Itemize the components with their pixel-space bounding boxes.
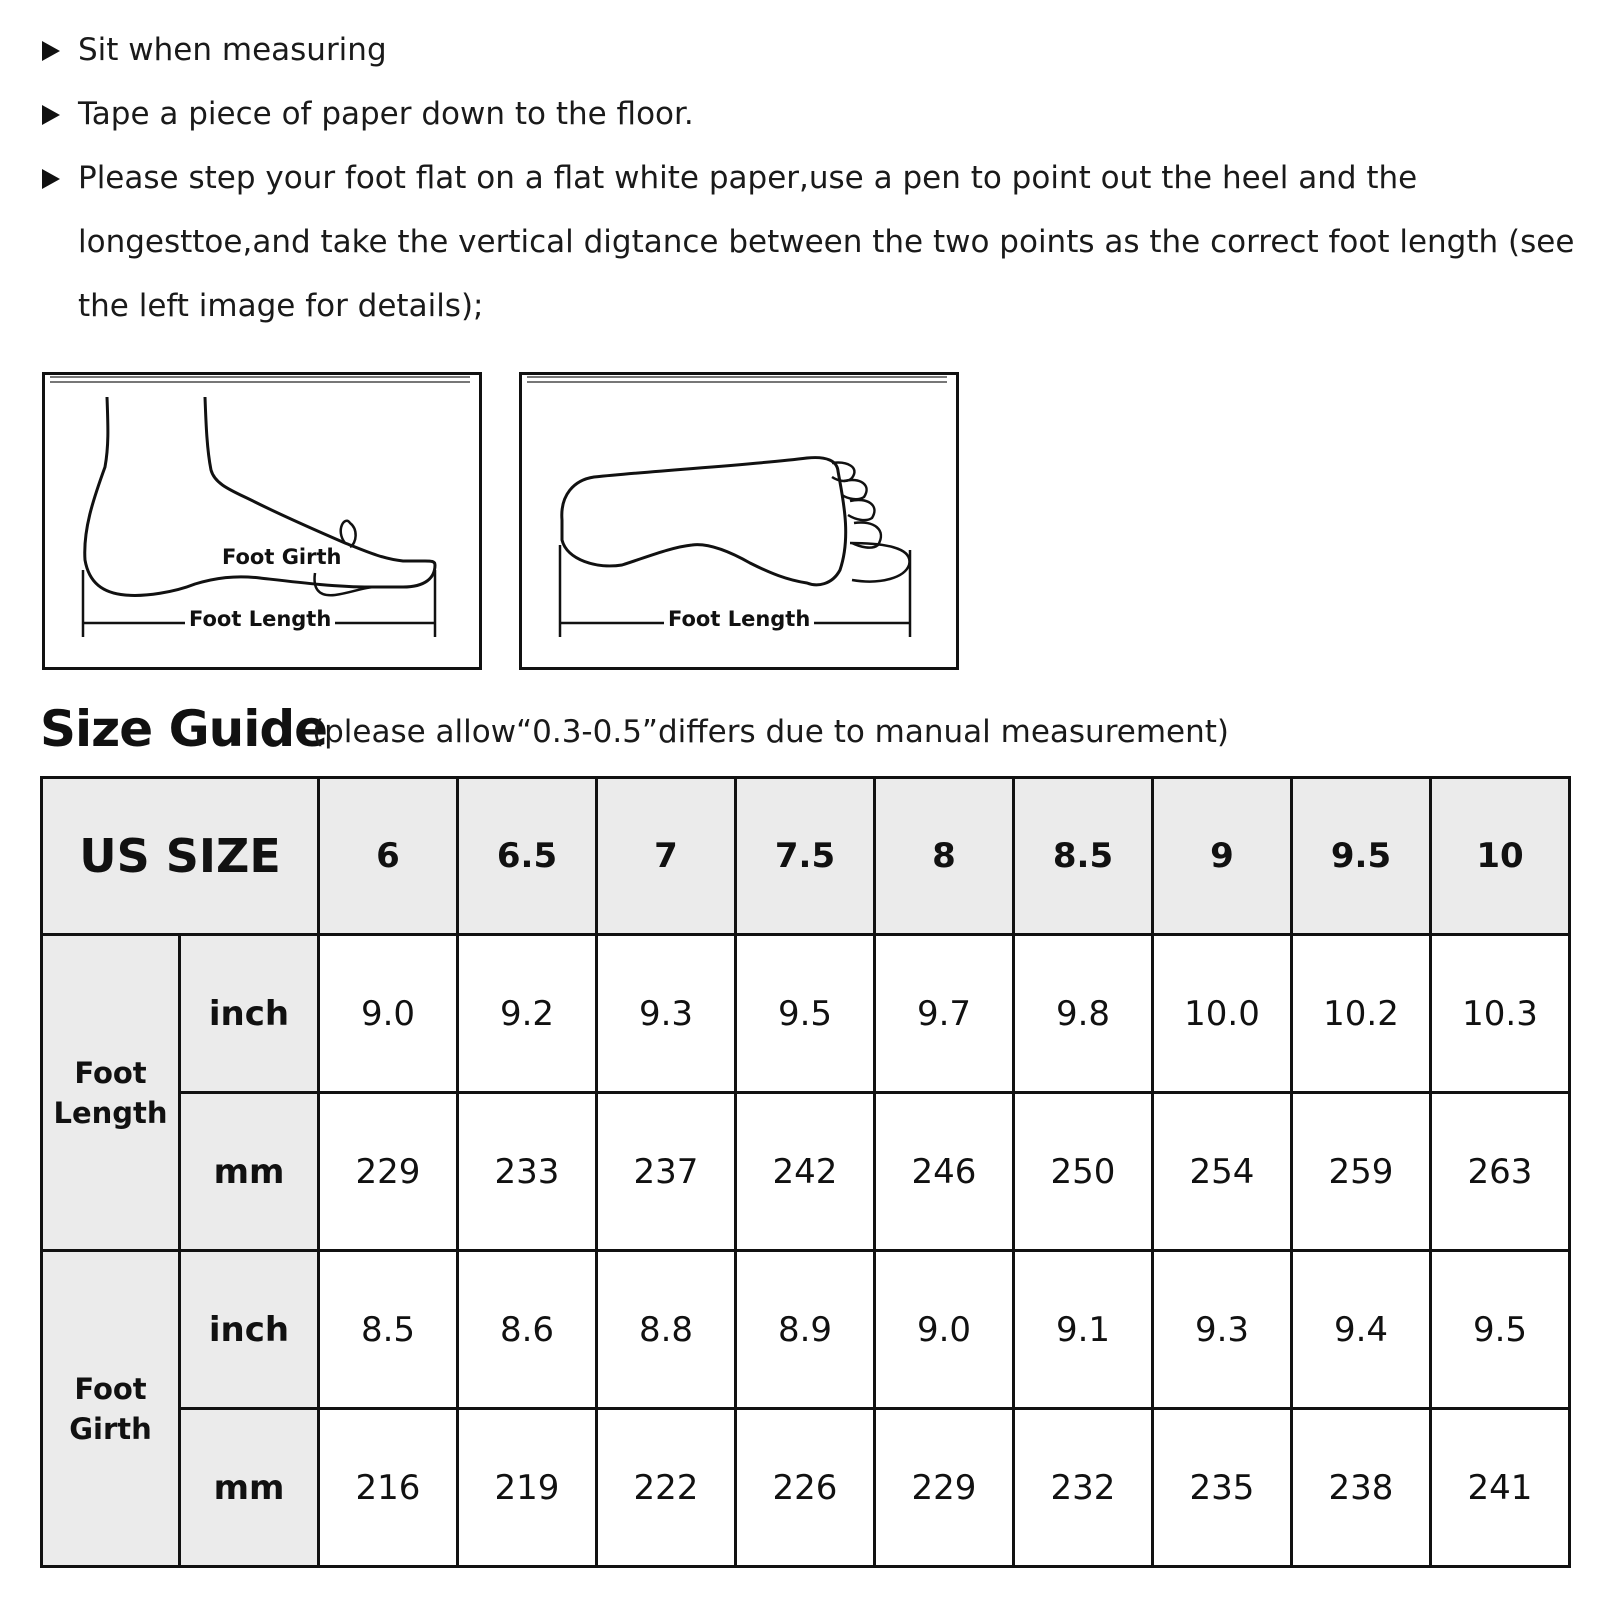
value-cell: 9.2 [458,935,597,1093]
size-header-cell: 8.5 [1014,778,1153,935]
value-cell: 235 [1153,1409,1292,1567]
table-row [42,1251,1570,1409]
value-cell: 8.5 [319,1251,458,1409]
foot-length-label: Foot Length [664,607,814,631]
size-header-cell: 9.5 [1292,778,1431,935]
value-cell: 9.3 [1153,1251,1292,1409]
foot-side-view-figure [42,372,482,670]
size-header-cell: 7 [597,778,736,935]
measuring-instructions [40,18,1580,338]
value-cell: 263 [1431,1093,1570,1251]
unit-label: inch [180,1251,319,1409]
value-cell: 10.3 [1431,935,1570,1093]
value-cell: 8.8 [597,1251,736,1409]
size-header-cell: 6 [319,778,458,935]
value-cell: 242 [736,1093,875,1251]
value-cell: 9.5 [736,935,875,1093]
unit-label: mm [180,1093,319,1251]
value-cell: 9.8 [1014,935,1153,1093]
foot-top-view-figure [519,372,959,670]
value-cell: 9.3 [597,935,736,1093]
instruction-text: Sit when measuring [78,32,387,68]
unit-label: inch [180,935,319,1093]
value-cell: 8.6 [458,1251,597,1409]
value-cell: 226 [736,1409,875,1567]
value-cell: 222 [597,1409,736,1567]
value-cell: 250 [1014,1093,1153,1251]
value-cell: 229 [875,1409,1014,1567]
table-row [42,935,1570,1093]
instruction-text: Please step your foot flat on a flat white paper,use a pen to point out the heel and the longesttoe,and take the vertical digtance between the two points as the correct foot length (see the left image for details); [78,160,1575,324]
foot-length-group-label: Foot Length [42,935,180,1251]
value-cell: 241 [1431,1409,1570,1567]
value-cell: 216 [319,1409,458,1567]
value-cell: 246 [875,1093,1014,1251]
value-cell: 9.1 [1014,1251,1153,1409]
value-cell: 233 [458,1093,597,1251]
value-cell: 219 [458,1409,597,1567]
table-row [42,1093,1570,1251]
foot-girth-group-label: Foot Girth [42,1251,180,1567]
value-cell: 10.2 [1292,935,1431,1093]
value-cell: 10.0 [1153,935,1292,1093]
value-cell: 9.0 [319,935,458,1093]
size-header-cell: 10 [1431,778,1570,935]
value-cell: 9.5 [1431,1251,1570,1409]
table-row [42,1409,1570,1567]
size-header-cell: 9 [1153,778,1292,935]
bullet-triangle-icon [42,169,60,189]
value-cell: 254 [1153,1093,1292,1251]
us-size-header: US SIZE [42,778,319,935]
instruction-text: Tape a piece of paper down to the floor. [78,96,694,132]
unit-label: mm [180,1409,319,1567]
size-guide-note: (please allow“0.3-0.5”differs due to manual measurement) [312,714,1229,750]
value-cell: 237 [597,1093,736,1251]
instruction-item [40,18,1580,82]
value-cell: 9.7 [875,935,1014,1093]
instruction-item [40,146,1580,338]
foot-length-label: Foot Length [185,607,335,631]
value-cell: 259 [1292,1093,1431,1251]
value-cell: 9.0 [875,1251,1014,1409]
header-row [42,778,1570,935]
bullet-triangle-icon [42,41,60,61]
value-cell: 9.4 [1292,1251,1431,1409]
value-cell: 238 [1292,1409,1431,1567]
instruction-item [40,82,1580,146]
foot-girth-label: Foot Girth [218,545,345,569]
size-header-cell: 6.5 [458,778,597,935]
bullet-triangle-icon [42,105,60,125]
size-header-cell: 7.5 [736,778,875,935]
size-guide-title: Size Guide [40,700,328,758]
value-cell: 232 [1014,1409,1153,1567]
value-cell: 8.9 [736,1251,875,1409]
value-cell: 229 [319,1093,458,1251]
size-header-cell: 8 [875,778,1014,935]
size-chart-table [40,776,1571,1568]
